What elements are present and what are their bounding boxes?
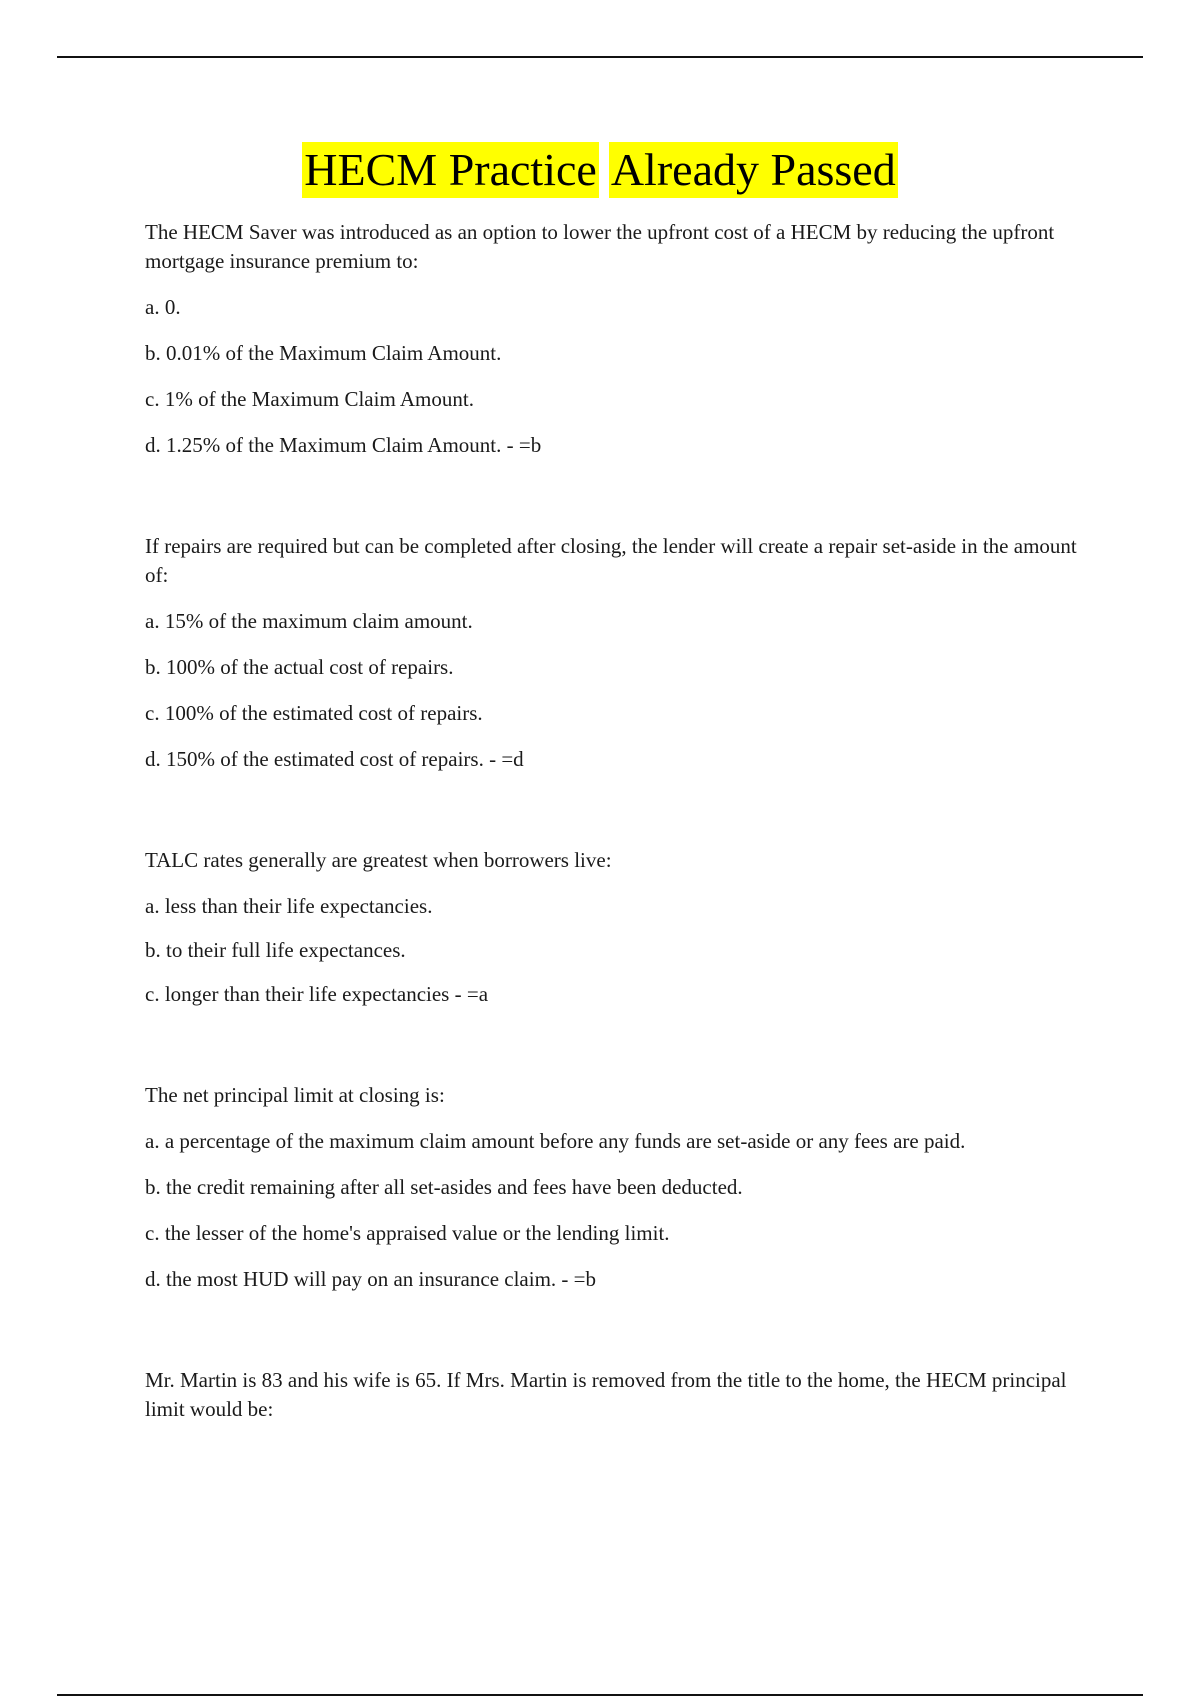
title-highlight-1: HECM Practice [302,142,599,198]
question-text: If repairs are required but can be completed after closing, the lender will create a repair set-aside in the amount of: [145,534,1077,587]
page-title [0,142,1200,198]
question-block-1 [145,218,1090,460]
title-highlight-2: Already Passed [609,142,898,198]
bottom-rule [57,1694,1143,1696]
answer-option: d. the most HUD will pay on an insurance claim. - =b [145,1267,596,1291]
answer-option: c. 100% of the estimated cost of repairs. [145,701,483,725]
answer-option: c. the lesser of the home's appraised value or the lending limit. [145,1221,670,1245]
question-block-4 [145,1081,1090,1294]
answer-option: b. to their full life expectances. [145,938,406,962]
question-text: TALC rates generally are greatest when borrowers live: [145,848,612,872]
answer-option: d. 1.25% of the Maximum Claim Amount. - =b [145,433,542,457]
answer-option: c. longer than their life expectancies - =a [145,982,489,1006]
question-block-5 [145,1366,1090,1424]
question-block-3 [145,846,1090,1009]
question-text: The net principal limit at closing is: [145,1083,445,1107]
answer-option: a. 0. [145,295,181,319]
answer-option: a. less than their life expectancies. [145,894,433,918]
question-text: Mr. Martin is 83 and his wife is 65. If Mrs. Martin is removed from the title to the home, the HECM principal limit would be: [145,1368,1067,1421]
answer-option: c. 1% of the Maximum Claim Amount. [145,387,474,411]
question-block-2 [145,532,1090,774]
answer-option: b. 0.01% of the Maximum Claim Amount. [145,341,502,365]
answer-option: b. 100% of the actual cost of repairs. [145,655,454,679]
document-body [145,218,1090,1496]
top-rule [57,56,1143,58]
answer-option: b. the credit remaining after all set-asides and fees have been deducted. [145,1175,743,1199]
question-text: The HECM Saver was introduced as an option to lower the upfront cost of a HECM by reducing the upfront mortgage insurance premium to: [145,220,1055,273]
answer-option: a. 15% of the maximum claim amount. [145,609,473,633]
answer-option: d. 150% of the estimated cost of repairs. - =d [145,747,524,771]
answer-option: a. a percentage of the maximum claim amount before any funds are set-aside or any fees are paid. [145,1129,966,1153]
